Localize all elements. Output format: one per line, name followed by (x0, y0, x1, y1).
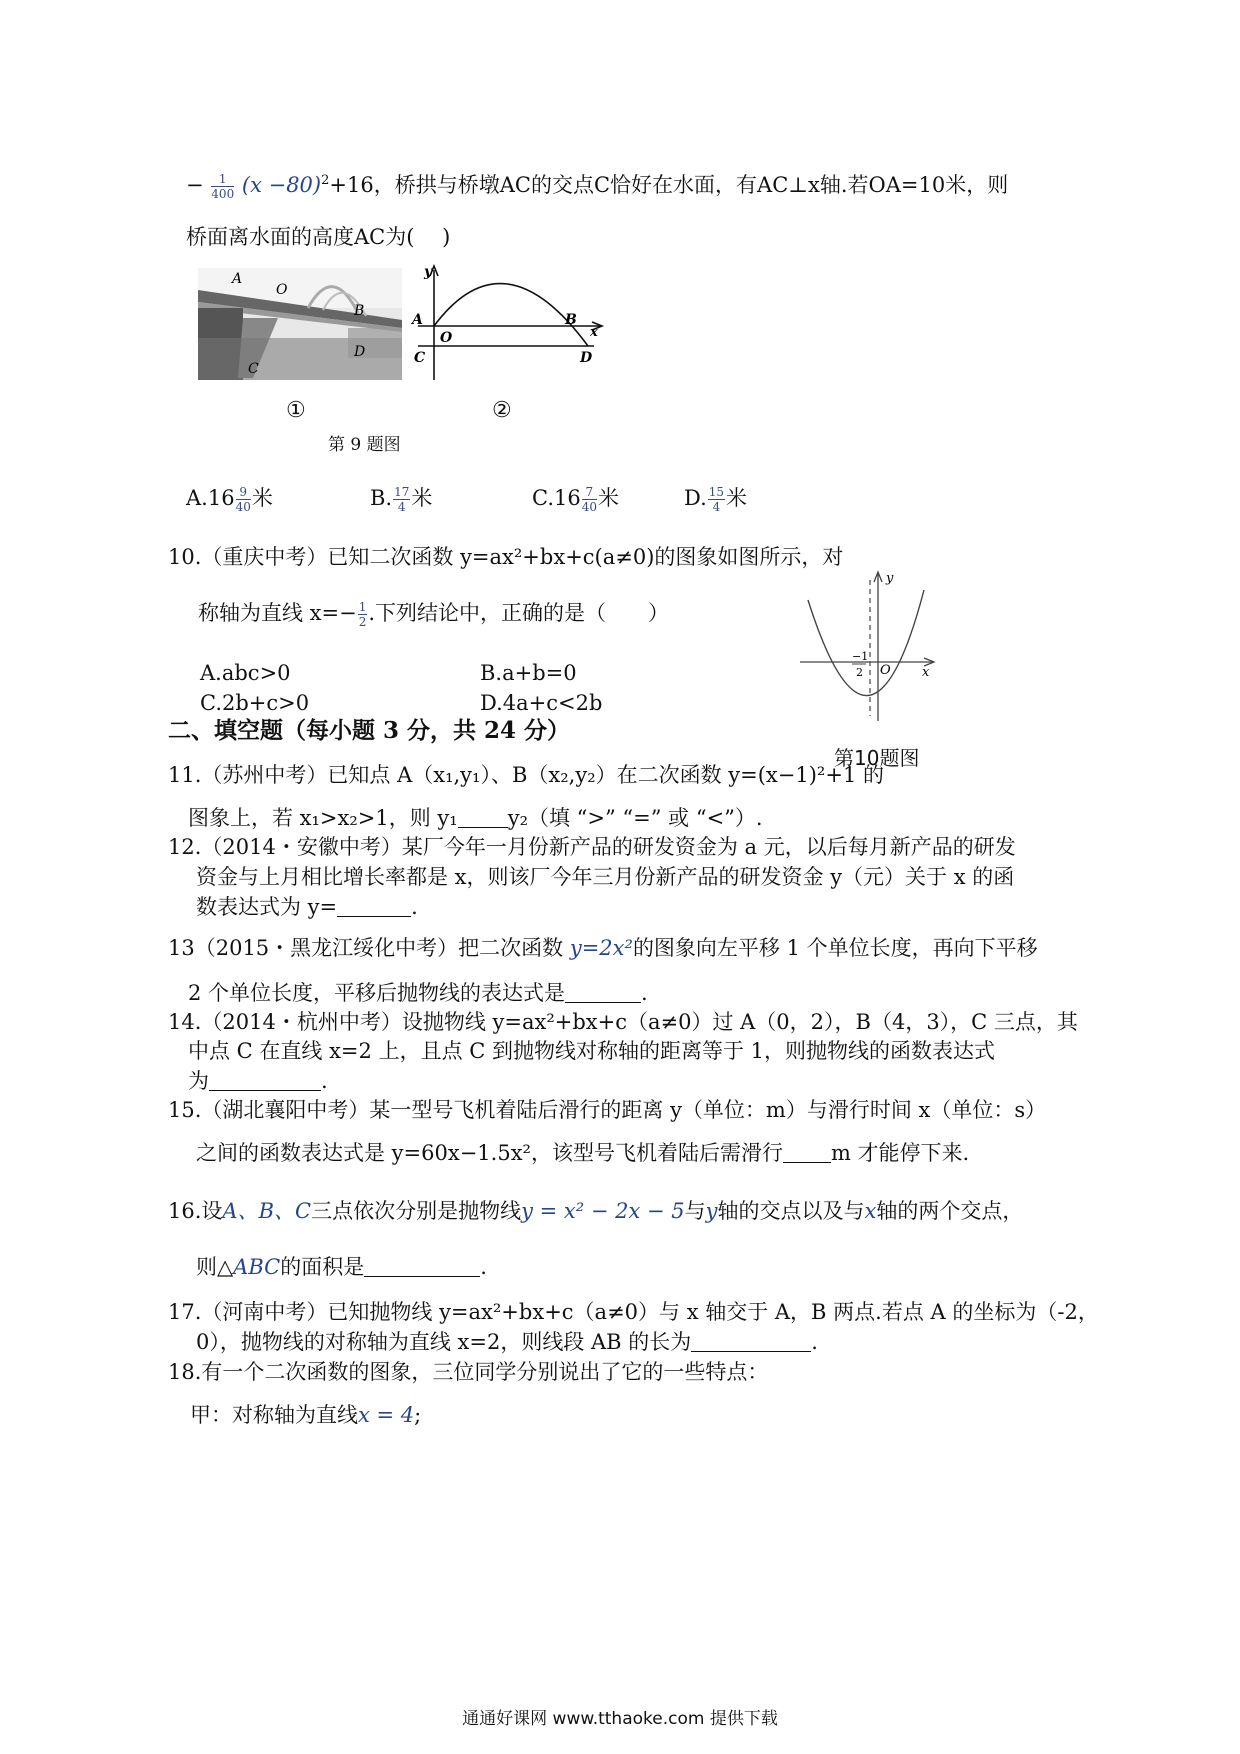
q17-line-2-post: . (811, 1330, 818, 1354)
q14-line-3-post: . (321, 1069, 328, 1093)
q11-line-2 (188, 803, 763, 833)
q9-option-a-prefix: A.16 (186, 486, 235, 510)
q18-line-2-pre: 甲：对称轴为直线 (190, 1403, 358, 1427)
q17-line-1: 17.（河南中考）已知抛物线 y=ax²+bx+c（a≠0）与 x 轴交于 A，B 两点.若点 A 的坐标为（-2， (168, 1300, 1099, 1324)
q16-line-1 (168, 1196, 1023, 1226)
q9-figure-caption: 第 9 题图 (328, 435, 401, 455)
q11-answer-blank[interactable] (458, 805, 508, 828)
q15-line-2-post: m 才能停下来. (830, 1141, 970, 1165)
q10-label-x: x (922, 665, 930, 680)
q9-option-c-num: 7 (582, 486, 597, 500)
photo-label-o: O (276, 282, 288, 298)
q16-line-1-mid: 三点依次分别是抛物线 (311, 1199, 522, 1223)
q18-line-1: 18.有一个二次函数的图象，三位同学分别说出了它的一些特点： (168, 1360, 769, 1384)
q9-figure-2-caption: ② (492, 398, 512, 423)
q9-frac-den: 400 (211, 187, 235, 201)
q9-option-c-suffix: 米 (598, 486, 619, 510)
photo-label-c: C (248, 361, 259, 377)
q15-answer-blank[interactable] (783, 1140, 831, 1163)
q12-line-1: 12.（2014・安徽中考）某厂今年一月份新产品的研发资金为 a 元，以后每月新产品的研发 (168, 835, 1016, 859)
graph-label-c: C (414, 350, 426, 366)
q9-option-d-num: 15 (708, 485, 725, 499)
q10-figure (796, 566, 942, 726)
photo-label-b: B (354, 303, 365, 319)
q9-option-c (532, 483, 619, 513)
q13-answer-blank[interactable] (565, 980, 641, 1003)
q9-frac-num: 1 (211, 173, 234, 187)
q16-line-1-mid2: 与 (684, 1199, 706, 1223)
q10-frac-den: 2 (358, 615, 367, 629)
graph-label-d: D (580, 350, 593, 366)
q13-math: y=2x² (569, 936, 633, 960)
q16-triangle: ABC (233, 1255, 281, 1279)
q15-line-1: 15.（湖北襄阳中考）某一型号飞机着陆后滑行的距离 y（单位：m）与滑行时间 x（单位：s） (168, 1098, 1047, 1122)
q9-option-b-suffix: 米 (411, 486, 433, 510)
q9-minus: − (186, 173, 204, 197)
q10-label-two: 2 (856, 666, 863, 679)
page-footer: 通通好课网 www.tthaoke.com 提供下载 (462, 1709, 778, 1729)
q18-math: x = 4 (358, 1403, 415, 1427)
q9-option-b-den: 4 (397, 500, 406, 514)
q13-line-1-pre: 13（2015・黑龙江绥化中考）把二次函数 (168, 936, 570, 960)
q9-option-a-suffix: 米 (251, 486, 273, 510)
q9-option-d (684, 483, 747, 513)
q16-y: y (705, 1199, 718, 1223)
q9-option-a-num: 9 (236, 486, 251, 500)
q16-line-2-pre: 则△ (196, 1255, 234, 1279)
graph-label-y: y (424, 264, 433, 280)
q9-line-1-rest: +16，桥拱与桥墩AC的交点C恰好在水面，有AC⊥x轴.若OA=10米，则 (329, 173, 1009, 197)
q9-option-d-prefix: D. (684, 486, 707, 510)
q16-math: y = x² − 2x − 5 (521, 1199, 685, 1223)
q9-option-d-suffix: 米 (726, 486, 748, 510)
q9-option-b (370, 483, 432, 513)
q16-points: A、B、C (222, 1199, 312, 1223)
q13-line-2-pre: 2 个单位长度，平移后抛物线的表达式是 (188, 981, 566, 1005)
q12-line-3-post: . (411, 895, 418, 919)
q9-option-a-fraction (236, 486, 251, 513)
q16-line-1-mid3: 轴的交点以及与 (717, 1199, 865, 1223)
q16-line-1-post: 轴的两个交点， (876, 1199, 1024, 1223)
q17-line-2-pre: 0），抛物线的对称轴为直线 x=2，则线段 AB 的长为 (196, 1330, 692, 1354)
q10-line-2 (198, 598, 669, 628)
q9-line-2: 桥面离水面的高度AC为( ) (186, 225, 451, 249)
q14-line-3 (188, 1066, 328, 1096)
q10-option-a: A.abc>0 (200, 661, 291, 685)
q9-option-b-fraction (393, 486, 410, 513)
q16-answer-blank[interactable] (364, 1254, 480, 1277)
q10-label-y: y (886, 571, 894, 586)
q16-line-1-pre: 16.设 (168, 1199, 223, 1223)
parabola-bridge-graph (408, 262, 608, 382)
q10-frac-num: 1 (358, 600, 367, 614)
q9-figure-graph (408, 262, 608, 382)
q13-line-1 (168, 933, 1038, 963)
q15-line-2 (196, 1138, 969, 1168)
q17-answer-blank[interactable] (691, 1329, 811, 1352)
graph-label-x: x (590, 325, 598, 340)
q9-option-d-den: 4 (712, 500, 721, 514)
q9-option-d-fraction (708, 486, 725, 513)
q9-figure-photo (198, 268, 402, 380)
q9-option-b-num: 17 (394, 485, 410, 499)
q18-line-2 (190, 1400, 421, 1430)
graph-label-o: O (440, 330, 453, 346)
q9-option-c-den: 40 (581, 500, 597, 514)
q10-option-d: D.4a+c<2b (480, 691, 603, 715)
q12-answer-blank[interactable] (337, 894, 411, 917)
q10-parabola-graph (796, 566, 942, 726)
q10-line-2-pre: 称轴为直线 x=− (198, 601, 357, 625)
q9-fraction (211, 173, 234, 200)
section-2-heading: 二、填空题（每小题 3 分，共 24 分） (168, 717, 571, 744)
q10-fraction (358, 601, 368, 628)
q9-figure-1-caption: ① (286, 398, 306, 423)
q10-option-c: C.2b+c>0 (200, 691, 310, 715)
q10-option-b: B.a+b=0 (480, 661, 577, 685)
q9-line-1 (186, 166, 1008, 200)
q9-expr: (x −80) (241, 173, 322, 197)
q9-option-c-prefix: C.16 (532, 486, 581, 510)
photo-label-a: A (232, 271, 243, 287)
q16-x: x (864, 1199, 877, 1223)
q15-line-2-pre: 之间的函数表达式是 y=60x−1.5x²，该型号飞机着陆后需滑行 (196, 1141, 783, 1165)
q12-line-3-pre: 数表达式为 y= (196, 895, 338, 919)
bridge-photo-image (198, 268, 402, 380)
q9-option-a (186, 483, 273, 513)
q10-label-minus-one: −1 (852, 650, 869, 663)
q9-option-c-fraction (582, 486, 597, 513)
q9-option-a-den: 40 (235, 500, 251, 514)
q9-option-b-prefix: B. (370, 486, 393, 510)
q17-line-2 (196, 1327, 818, 1357)
q16-line-2-post: . (480, 1255, 487, 1279)
q11-line-1: 11.（苏州中考）已知点 A（x₁,y₁）、B（x₂,y₂）在二次函数 y=(x−1)²+1 的 (168, 763, 884, 787)
q14-line-2: 中点 C 在直线 x=2 上，且点 C 到抛物线对称轴的距离等于 1，则抛物线的函数表达式 (188, 1039, 996, 1063)
graph-label-a: A (412, 312, 423, 328)
q18-line-2-post: ; (414, 1403, 422, 1427)
q10-figure-caption: 第10题图 (834, 746, 920, 770)
q13-line-2 (188, 978, 648, 1008)
q11-line-2-post: y₂（填 “>” “=” 或 “<”）. (507, 806, 763, 830)
q10-line-1: 10.（重庆中考）已知二次函数 y=ax²+bx+c(a≠0)的图象如图所示，对 (168, 545, 844, 569)
q13-line-2-post: . (641, 981, 648, 1005)
q12-line-2: 资金与上月相比增长率都是 x，则该厂今年三月份新产品的研发资金 y（元）关于 x 的函 (196, 865, 1015, 889)
q16-line-2 (196, 1252, 487, 1282)
q14-answer-blank[interactable] (209, 1068, 321, 1091)
q16-line-2-mid: 的面积是 (280, 1255, 365, 1279)
q10-label-o: O (880, 663, 891, 678)
q12-line-3 (196, 892, 418, 922)
q14-line-3-pre: 为 (188, 1069, 209, 1093)
q13-line-1-post: 的图象向左平移 1 个单位长度，再向下平移 (632, 936, 1038, 960)
q10-line-2-post: .下列结论中，正确的是（ ） (368, 601, 670, 625)
photo-label-d: D (354, 344, 366, 360)
q9-exp: 2 (321, 173, 330, 188)
graph-label-b: B (565, 312, 577, 328)
q11-line-2-pre: 图象上，若 x₁>x₂>1，则 y₁ (188, 806, 458, 830)
q14-line-1: 14.（2014・杭州中考）设抛物线 y=ax²+bx+c（a≠0）过 A（0，2），B（4，3），C 三点，其 (168, 1010, 1078, 1034)
